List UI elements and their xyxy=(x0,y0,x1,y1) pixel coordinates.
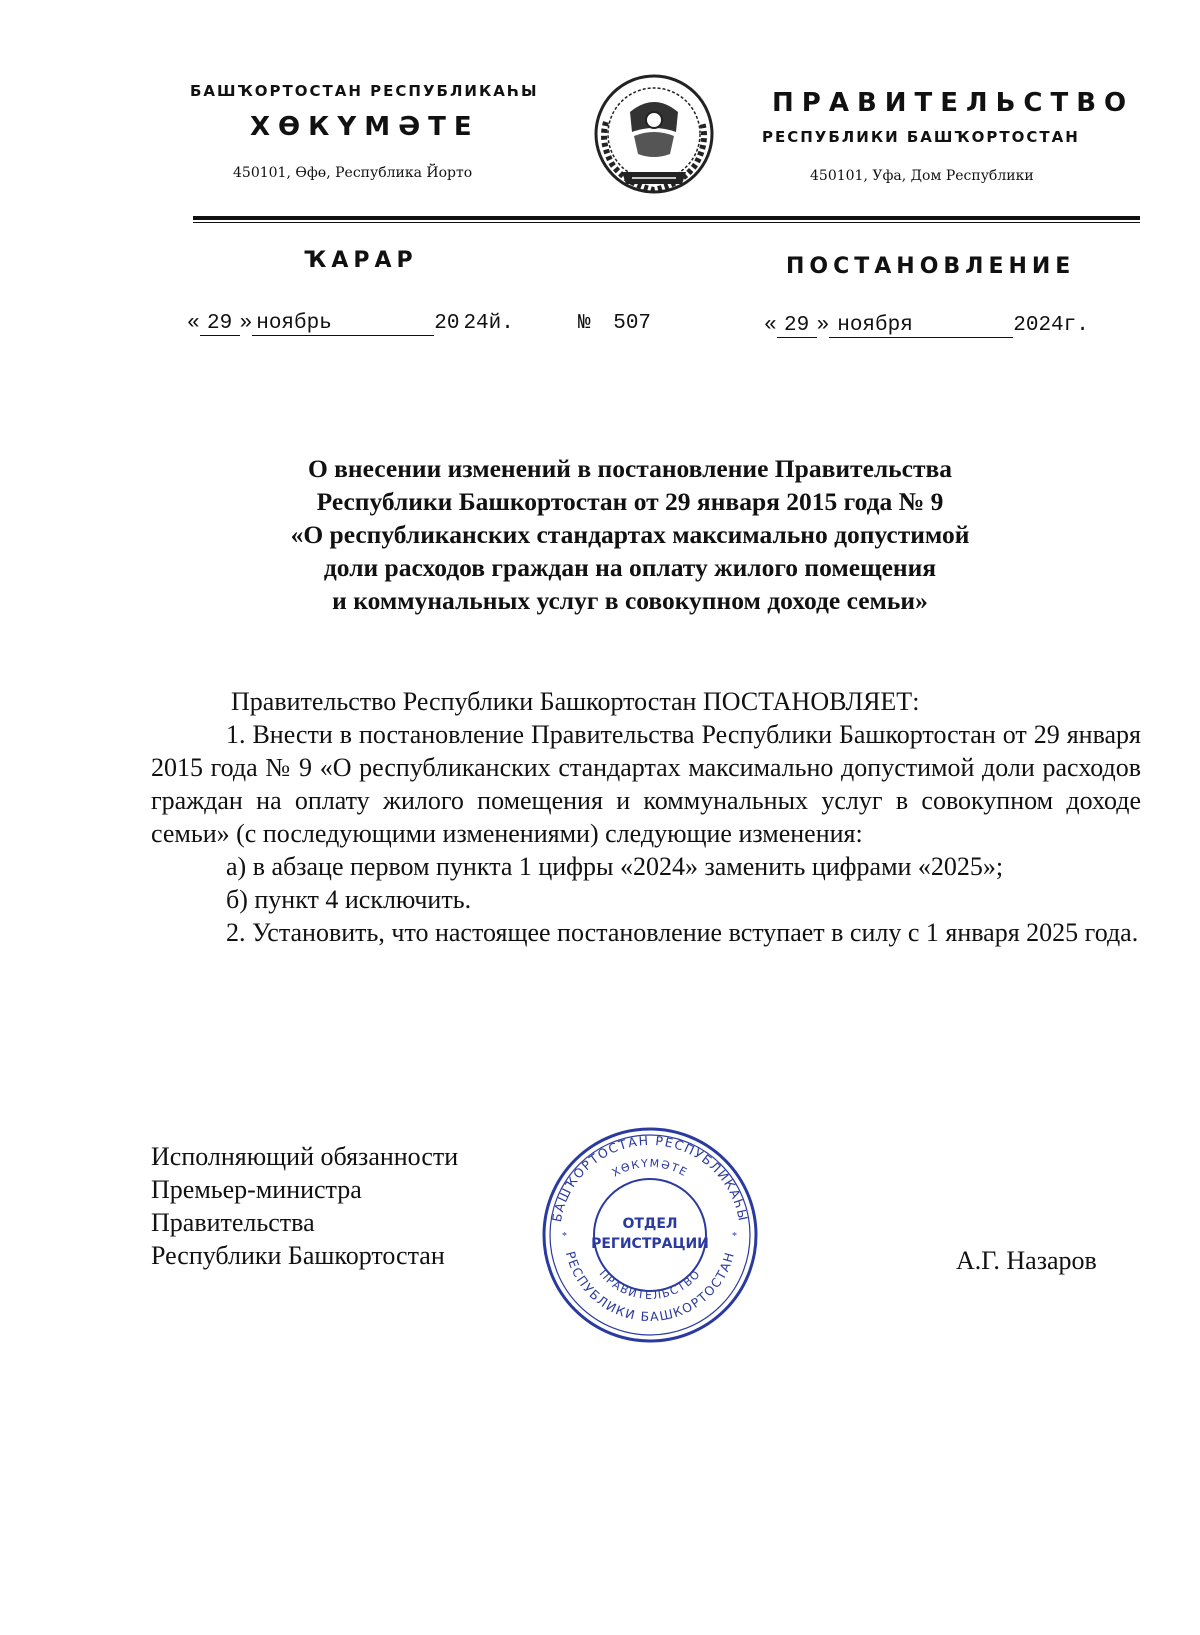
svg-text:ХӨКҮМӘТЕ xyxy=(610,1157,690,1180)
body-paragraph-1b: б) пункт 4 исключить. xyxy=(226,885,472,914)
date-left-year-prefix: 20 xyxy=(434,312,460,335)
header-rule-thin xyxy=(193,222,1140,223)
date-left-open-quote: « xyxy=(187,312,200,335)
date-right xyxy=(764,314,1089,338)
registration-stamp xyxy=(540,1125,760,1345)
date-right-day: 29 xyxy=(777,315,817,338)
signature-position-line: Правительства xyxy=(151,1208,315,1237)
body-paragraph-1a: а) в абзаце первом пункта 1 цифры «2024» заменить цифрами «2025»; xyxy=(226,852,1004,881)
date-left-day: 29 xyxy=(200,313,240,336)
svg-text:*: * xyxy=(562,1231,567,1242)
title-line: и коммунальных услуг в совокупном доходе семьи» xyxy=(332,586,928,615)
date-right-close-quote: » xyxy=(816,314,830,337)
doc-type-left: ҠАРАР xyxy=(304,248,418,273)
stamp-inner-ring-bottom: ПРАВИТЕЛЬСТВО xyxy=(596,1267,704,1303)
svg-text:*: * xyxy=(732,1231,737,1242)
doc-type-right: ПОСТАНОВЛЕНИЕ xyxy=(786,254,1076,279)
header-left-org: БАШҠОРТОСТАН РЕСПУБЛИКАҺЫ xyxy=(190,82,539,100)
doc-number xyxy=(578,312,651,335)
title-line: О внесении изменений в постановление Правительства xyxy=(307,454,953,483)
date-right-month: ноября xyxy=(829,315,1013,338)
date-left-year-suffix: 24й. xyxy=(463,312,514,335)
svg-text:ПРАВИТЕЛЬСТВО xyxy=(597,1267,704,1302)
signature-position xyxy=(151,1140,458,1272)
header-rule-thick xyxy=(193,216,1140,220)
header-right-title: ПРАВИТЕЛЬСТВО xyxy=(772,88,1135,118)
date-left-close-quote: » xyxy=(239,312,253,335)
date-left-month: ноябрь xyxy=(252,313,434,336)
title-line: «О республиканских стандартах максимально допустимой xyxy=(290,520,970,549)
header-left-title: ХӨКҮМӘТЕ xyxy=(250,112,480,142)
document-body xyxy=(151,685,1141,949)
stamp-outer-ring: БАШҠОРТОСТАН РЕСПУБЛИКАҺЫ xyxy=(548,1132,752,1224)
date-left xyxy=(187,312,514,336)
signature-position-line: Премьер-министра xyxy=(151,1175,362,1204)
body-paragraph-1: 1. Внести в постановление Правительства Республики Башкортостан от 29 января 2015 года № 9 «О республиканских стандартах максимально допустимой доли расходов граждан на оплату жилого помещения и коммунальных услуг в совокупном доходе семьи» (с последующими изменениями) следующие изменения: xyxy=(151,720,1141,848)
header-left-address: 450101, Өфө, Республика Йорто xyxy=(233,165,473,181)
date-right-year-suffix: 24г. xyxy=(1038,314,1089,337)
body-paragraph-2: 2. Установить, что настоящее постановление вступает в силу с 1 января 2025 года. xyxy=(226,918,1139,947)
document-title xyxy=(200,452,1060,617)
signature-position-line: Республики Башкортостан xyxy=(151,1241,445,1270)
title-line: доли расходов граждан на оплату жилого помещения xyxy=(323,553,937,582)
date-right-open-quote: « xyxy=(764,314,777,337)
stamp-inner-ring-top: ХӨКҮМӘТЕ xyxy=(609,1156,691,1180)
stamp-outer-ring-bottom: РЕСПУБЛИКИ БАШКОРТОСТАН xyxy=(562,1249,738,1325)
doc-number-label: № xyxy=(578,312,591,335)
svg-text:РЕСПУБЛИКИ БАШКОРТОСТАН xyxy=(563,1250,737,1325)
header-right-address: 450101, Уфа, Дом Республики xyxy=(810,168,1034,184)
signer-name: А.Г. Назаров xyxy=(956,1246,1097,1275)
stamp-center-line-2: РЕГИСТРАЦИИ xyxy=(591,1236,709,1252)
header-right-org: РЕСПУБЛИКИ БАШҠОРТОСТАН xyxy=(762,128,1080,146)
stamp-center-line-1: ОТДЕЛ xyxy=(622,1216,678,1232)
body-preamble: Правительство Республики Башкортостан ПОСТАНОВЛЯЕТ: xyxy=(231,687,920,716)
signature-position-line: Исполняющий обязанности xyxy=(151,1142,459,1171)
emblem-icon xyxy=(592,72,716,200)
title-line: Республики Башкортостан от 29 января 2015 года № 9 xyxy=(316,487,944,516)
doc-number-value: 507 xyxy=(613,312,652,335)
date-right-year-prefix: 20 xyxy=(1013,314,1039,337)
